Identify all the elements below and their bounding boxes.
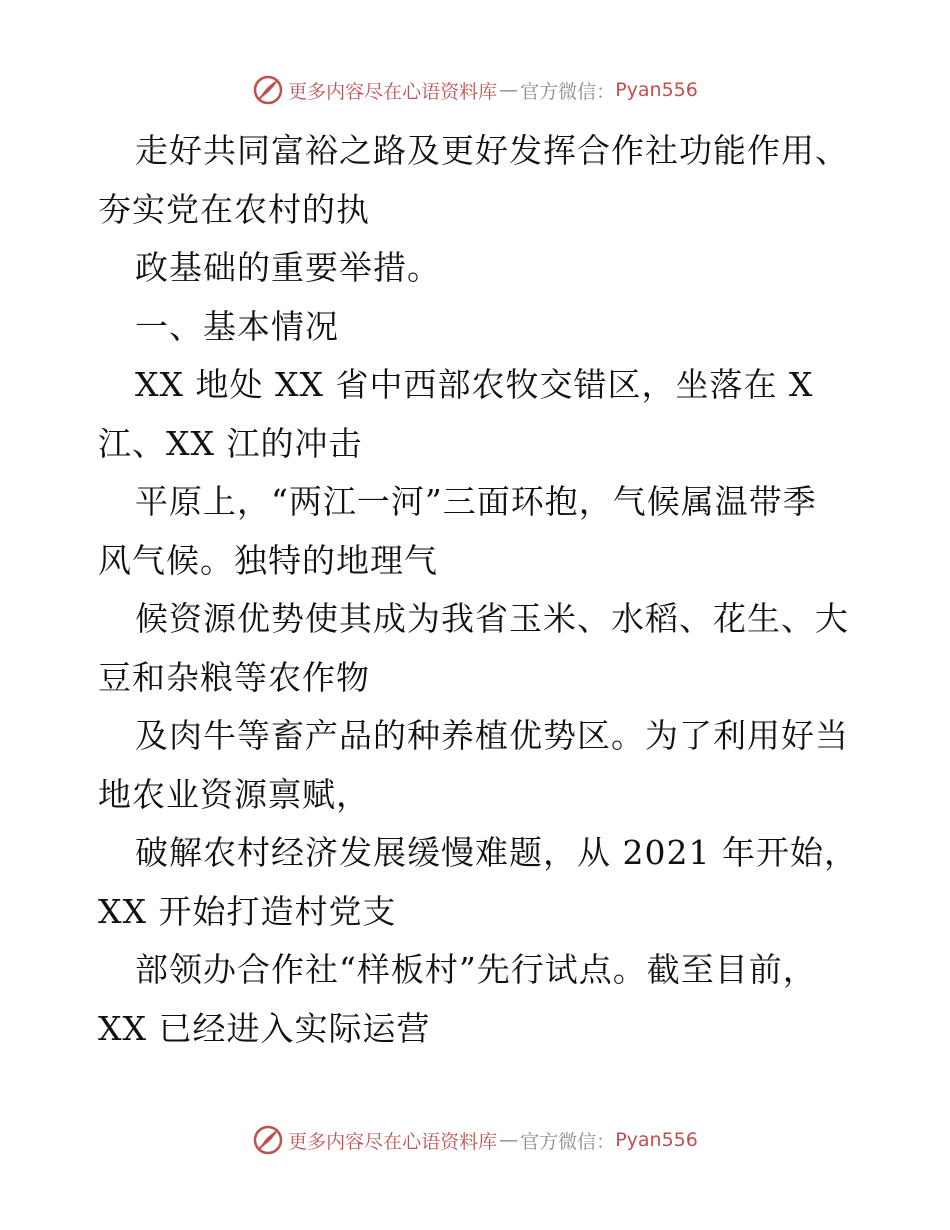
text-line-12: 地农业资源禀赋，	[98, 774, 370, 814]
text-line-9: 候资源优势使其成为我省玉米、水稻、花生、大	[135, 599, 849, 638]
watermark-right-text: 官方微信：	[520, 1130, 616, 1153]
watermark-wechat-id: Pyan556	[615, 1129, 698, 1151]
text-line-13: 破解农村经济发展缓慢难题，从 2021 年开始，	[135, 833, 858, 872]
text-line-5: XX 地处 XX 省中西部农牧交错区，坐落在 X	[135, 365, 814, 404]
text-line-7: 平原上，“两江一河”三面环抱，气候属温带季	[135, 482, 817, 521]
text-line-8: 风气候。独特的地理气	[98, 540, 438, 580]
watermark-separator: —	[499, 79, 519, 101]
feather-logo-icon	[252, 74, 284, 106]
text-line-16: XX 已经进入实际运营	[98, 1008, 431, 1048]
watermark-left-text: 更多内容尽在心语资料库	[288, 80, 498, 103]
header-watermark	[0, 70, 950, 110]
text-line-14: XX 开始打造村党支	[98, 891, 397, 931]
section-heading: 一、基本情况	[135, 306, 339, 346]
watermark-right-text: 官方微信：	[520, 80, 616, 103]
text-line-15: 部领办合作社“样板村”先行试点。截至目前，	[135, 950, 817, 989]
footer-watermark	[0, 1120, 950, 1160]
text-line-6: 江、XX 江的冲击	[98, 423, 363, 463]
watermark-left-text: 更多内容尽在心语资料库	[288, 1130, 498, 1153]
document-body	[98, 122, 878, 1058]
text-line-11: 及肉牛等畜产品的种养植优势区。为了利用好当	[135, 716, 849, 755]
text-line-10: 豆和杂粮等农作物	[98, 657, 370, 697]
text-line-1: 走好共同富裕之路及更好发挥合作社功能作用、	[135, 131, 849, 170]
text-line-3: 政基础的重要举措。	[135, 248, 441, 287]
feather-logo-icon	[252, 1124, 284, 1156]
watermark-wechat-id: Pyan556	[615, 79, 698, 101]
watermark-separator: —	[499, 1129, 519, 1151]
text-line-2: 夯实党在农村的执	[98, 189, 370, 229]
